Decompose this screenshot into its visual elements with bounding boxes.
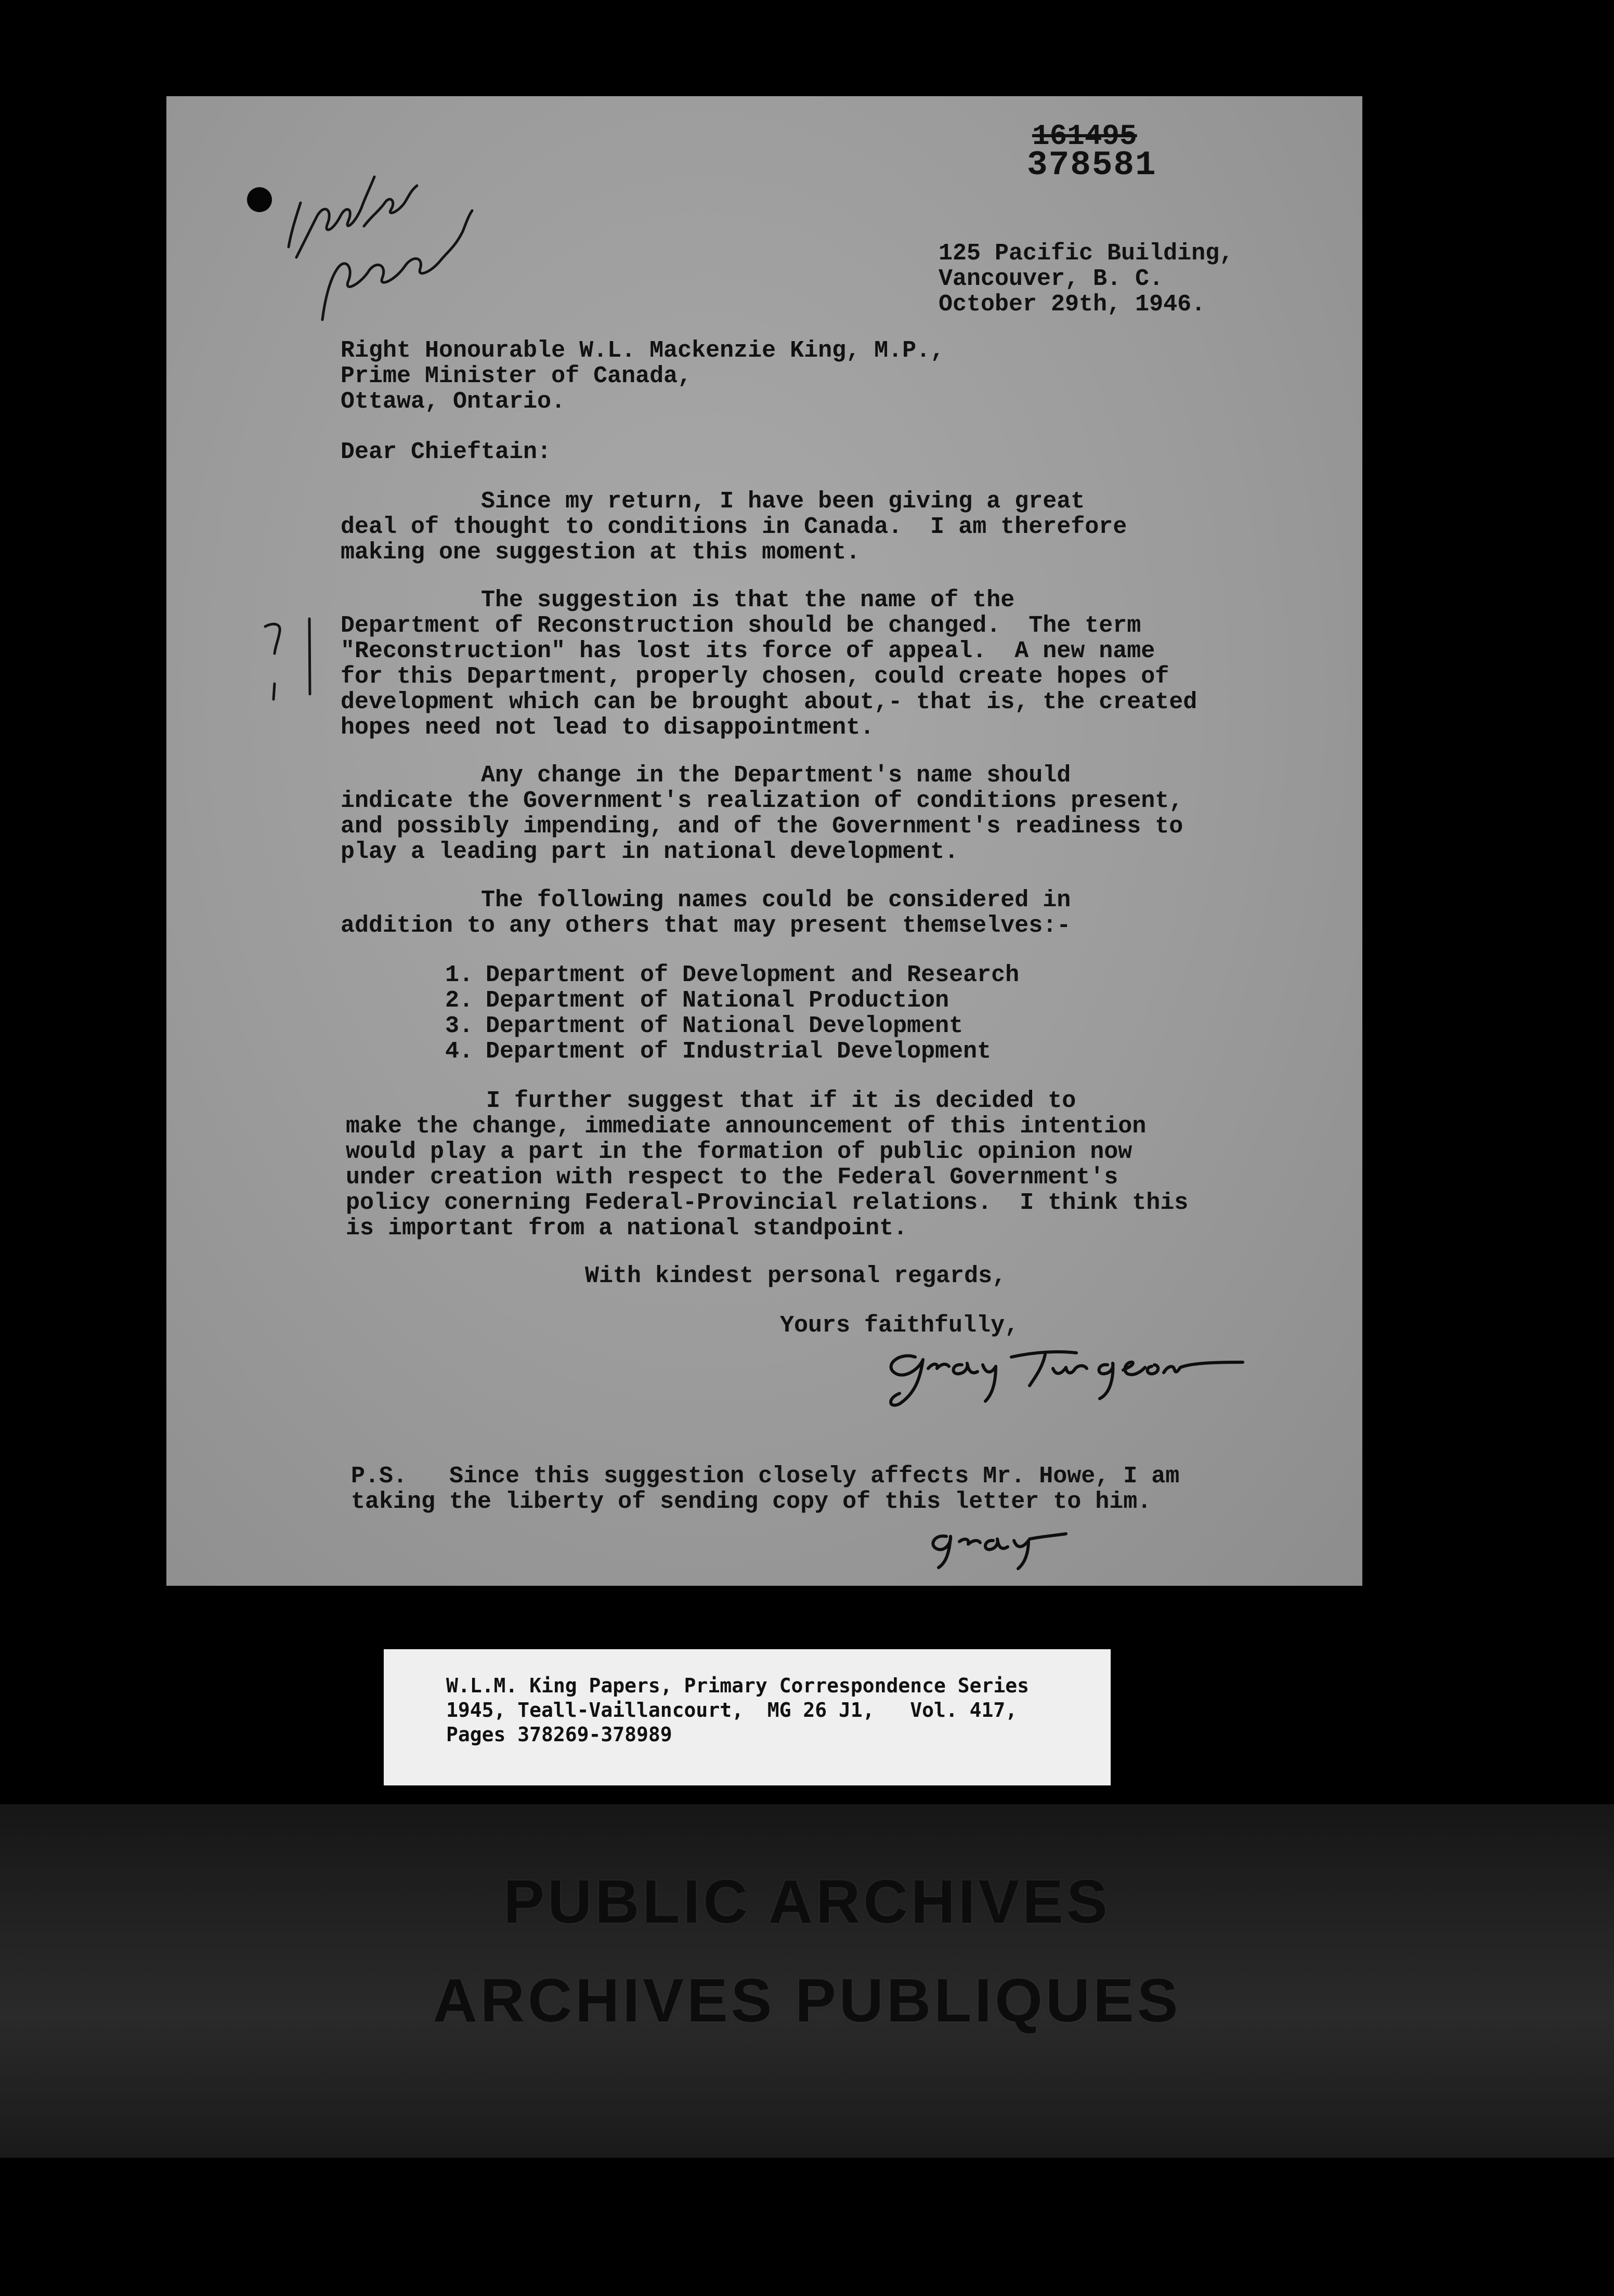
archive-caption-label xyxy=(384,1649,1111,1785)
paragraph-2-line-4: for this Department, properly chosen, could create hopes of xyxy=(341,663,1169,690)
postscript-initial xyxy=(926,1521,1071,1573)
sender-address-line-2: Vancouver, B. C. xyxy=(939,266,1164,292)
list-item-number: 2. xyxy=(445,987,473,1014)
paragraph-2-line-5: development which can be brought about,- that is, the created xyxy=(341,689,1198,715)
signature xyxy=(879,1336,1274,1414)
paragraph-2-line-2: Department of Reconstruction should be changed. The term xyxy=(341,612,1141,639)
list-item-number: 4. xyxy=(445,1038,473,1065)
closing-yours-faithfully: Yours faithfully, xyxy=(780,1312,1019,1339)
salutation: Dear Chieftain: xyxy=(341,439,552,465)
margin-mark xyxy=(260,616,322,705)
list-item-text: Department of Industrial Development xyxy=(486,1038,992,1065)
handwritten-note xyxy=(276,153,494,325)
paragraph-3-line-3: and possibly impending, and of the Government's readiness to xyxy=(341,813,1183,840)
list-item-text: Department of National Production xyxy=(486,987,949,1014)
caption-line-2: 1945, Teall-Vaillancourt, MG 26 J1, Vol. 417, xyxy=(446,1699,1018,1721)
paragraph-5-line-3: would play a part in the formation of public opinion now xyxy=(346,1139,1133,1165)
stamp-line-2: ARCHIVES PUBLIQUES xyxy=(433,1966,1181,2035)
paragraph-5-line-2: make the change, immediate announcement of this intention xyxy=(346,1113,1147,1140)
archive-number: 378581 xyxy=(1027,146,1157,185)
archives-stamp xyxy=(0,1804,1614,2158)
caption-line-3: Pages 378269-378989 xyxy=(446,1723,672,1746)
paragraph-4-line-1: The following names could be considered in xyxy=(341,887,1071,914)
punch-hole xyxy=(247,187,272,212)
sender-address-line-1: 125 Pacific Building, xyxy=(939,240,1234,267)
list-item xyxy=(416,988,949,1013)
paragraph-5-line-1: I further suggest that if it is decided to xyxy=(346,1088,1076,1114)
list-item-text: Department of Development and Research xyxy=(486,962,1020,988)
paragraph-1-line-2: deal of thought to conditions in Canada. I am therefore xyxy=(341,514,1127,540)
paragraph-5-line-4: under creation with respect to the Federal Government's xyxy=(346,1164,1118,1191)
list-item-number: 1. xyxy=(445,962,473,988)
recipient-line-1: Right Honourable W.L. Mackenzie King, M.P., xyxy=(341,337,945,364)
paragraph-3-line-4: play a leading part in national development. xyxy=(341,839,959,865)
paragraph-1-line-1: Since my return, I have been giving a great xyxy=(341,488,1085,515)
list-item-text: Department of National Development xyxy=(486,1013,964,1039)
stamp-line-1: PUBLIC ARCHIVES xyxy=(503,1868,1111,1936)
archive-number-struck: 161495 xyxy=(1032,120,1137,153)
recipient-line-3: Ottawa, Ontario. xyxy=(341,388,566,415)
paragraph-2-line-1: The suggestion is that the name of the xyxy=(341,587,1015,614)
paragraph-4-line-2: addition to any others that may present themselves:- xyxy=(341,912,1071,939)
paragraph-3-line-1: Any change in the Department's name should xyxy=(341,762,1071,789)
postscript-line-2: taking the liberty of sending copy of this letter to him. xyxy=(351,1489,1152,1515)
paragraph-5-line-6: is important from a national standpoint. xyxy=(346,1215,908,1242)
letter-page xyxy=(166,96,1362,1586)
list-item xyxy=(416,962,1019,988)
list-item-number: 3. xyxy=(445,1013,473,1039)
paragraph-5-line-5: policy conerning Federal-Provincial relations. I think this xyxy=(346,1190,1189,1216)
postscript-line-1: P.S. Since this suggestion closely affects Mr. Howe, I am xyxy=(351,1463,1180,1490)
paragraph-1-line-3: making one suggestion at this moment. xyxy=(341,539,861,566)
list-item xyxy=(416,1039,991,1064)
paragraph-3-line-2: indicate the Government's realization of conditions present, xyxy=(341,788,1183,814)
caption-line-1: W.L.M. King Papers, Primary Correspondence Series xyxy=(446,1674,1030,1697)
letter-date: October 29th, 1946. xyxy=(939,291,1206,318)
recipient-line-2: Prime Minister of Canada, xyxy=(341,363,692,389)
paragraph-2-line-6: hopes need not lead to disappointment. xyxy=(341,714,875,741)
closing-regards: With kindest personal regards, xyxy=(585,1263,1007,1289)
list-item xyxy=(416,1013,963,1039)
paragraph-2-line-3: "Reconstruction" has lost its force of appeal. A new name xyxy=(341,638,1155,664)
